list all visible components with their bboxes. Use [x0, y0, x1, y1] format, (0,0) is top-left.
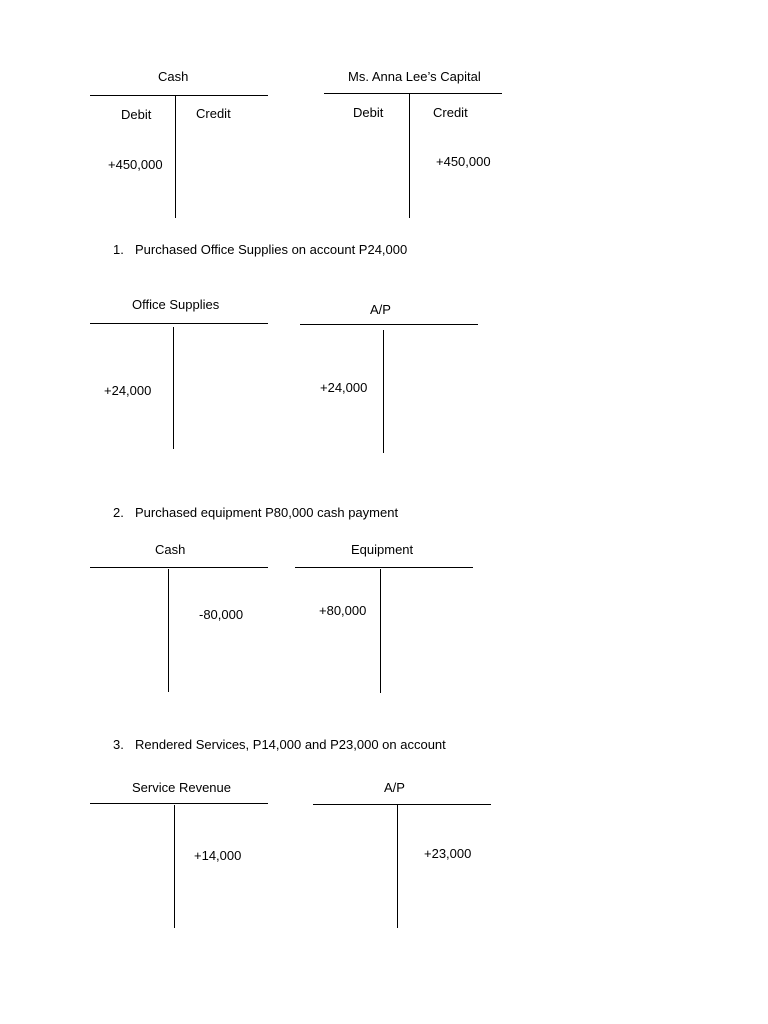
t-account-top-line [90, 803, 268, 804]
t-account-top-line [324, 93, 502, 94]
debit-label: Debit [121, 107, 152, 122]
account-title: A/P [370, 302, 391, 317]
transaction-number: 3. [113, 737, 124, 752]
debit-label: Debit [353, 105, 384, 120]
credit-entry: +23,000 [424, 846, 472, 861]
t-account-divider [174, 805, 175, 928]
t-account-divider [383, 330, 384, 453]
account-title: Cash [155, 542, 186, 557]
transaction-text: Purchased Office Supplies on account P24,000 [135, 242, 408, 257]
t-account-divider [168, 569, 169, 692]
transaction-number: 2. [113, 505, 124, 520]
transaction-text: Purchased equipment P80,000 cash payment [135, 505, 399, 520]
transaction-item [113, 242, 407, 258]
account-title: Office Supplies [132, 297, 220, 312]
account-title: Service Revenue [132, 780, 231, 795]
t-account-divider [409, 93, 410, 218]
debit-entry: +80,000 [319, 603, 367, 618]
transaction-number: 1. [113, 242, 124, 257]
account-title: Cash [158, 69, 189, 84]
transaction-item [113, 505, 398, 521]
debit-entry: +24,000 [320, 380, 368, 395]
credit-label: Credit [196, 106, 231, 121]
transaction-item [113, 737, 446, 753]
credit-label: Credit [433, 105, 468, 120]
t-account-top-line [90, 95, 268, 96]
account-title: A/P [384, 780, 405, 795]
t-account-divider [380, 569, 381, 693]
credit-entry: -80,000 [199, 607, 244, 622]
t-account-divider [173, 327, 174, 449]
t-account-top-line [300, 324, 478, 325]
account-title: Equipment [351, 542, 414, 557]
t-account-top-line [295, 567, 473, 568]
transaction-text: Rendered Services, P14,000 and P23,000 on account [135, 737, 446, 752]
credit-entry: +14,000 [194, 848, 242, 863]
t-account-divider [397, 805, 398, 928]
credit-entry: +450,000 [436, 154, 491, 169]
account-title: Ms. Anna Lee’s Capital [348, 69, 481, 84]
t-account-top-line [90, 323, 268, 324]
t-account-top-line [90, 567, 268, 568]
debit-entry: +24,000 [104, 383, 152, 398]
t-account-top-line [313, 804, 491, 805]
t-account-divider [175, 95, 176, 218]
debit-entry: +450,000 [108, 157, 163, 172]
